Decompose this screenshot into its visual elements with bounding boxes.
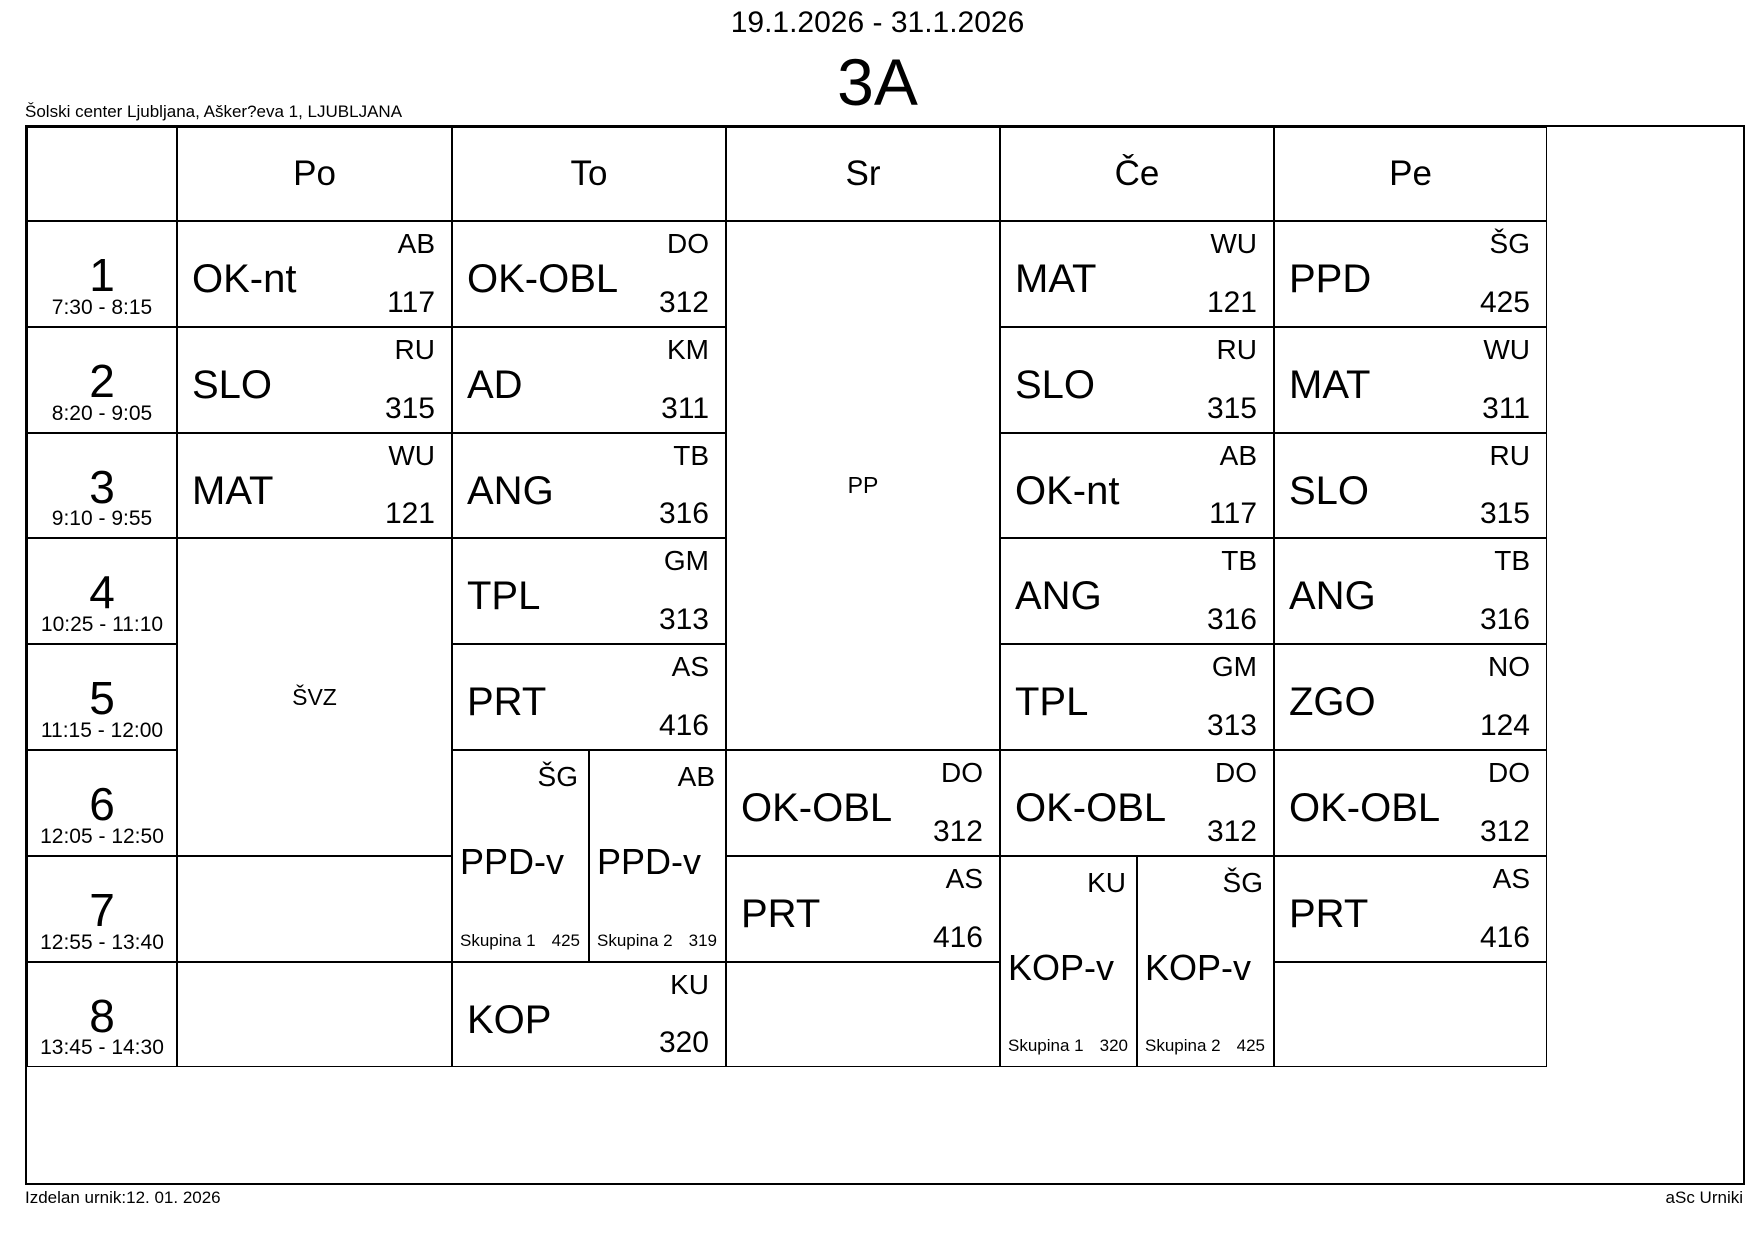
room-number: 315 [1206,392,1257,425]
period-number: 4 [89,566,115,618]
room-number: 320 [1099,1036,1128,1055]
day-header-to: To [452,127,726,221]
period-7 [27,856,177,962]
subject-name: KOP-v [1145,947,1252,988]
lesson-ce-3 [1000,433,1274,538]
period-4 [27,538,177,644]
empty-sr-8 [726,962,1000,1067]
subject-name: OK-nt [192,257,297,301]
room-number: 319 [688,931,717,950]
room-number: 312 [1479,815,1530,848]
subject-name: PPD [1289,257,1372,301]
subject-name: ANG [467,469,554,513]
lesson-pe-2 [1274,327,1547,433]
lesson-pe-7 [1274,856,1547,962]
timetable-grid [25,125,1745,1185]
lesson-pe-1 [1274,221,1547,327]
room-number: 311 [1482,392,1530,425]
day-header-sr: Sr [726,127,1000,221]
lesson-to-3 [452,433,726,538]
lesson-ce-2 [1000,327,1274,433]
corner-cell [27,127,177,221]
teacher-code: RU [1216,334,1257,365]
subject-name: PPD-v [460,841,565,882]
room-number: 425 [551,931,580,950]
period-5 [27,644,177,750]
lesson-ce-5 [1000,644,1274,750]
room-number: 315 [384,392,435,425]
period-8 [27,962,177,1067]
empty-po-8 [177,962,452,1067]
period-6 [27,750,177,856]
room-number: 312 [658,286,709,319]
teacher-code: KM [667,334,709,365]
room-number: 320 [658,1026,709,1059]
teacher-code: GM [1211,651,1257,682]
room-number: 425 [1236,1036,1265,1055]
room-number: 311 [661,392,709,425]
subject-name: MAT [192,469,274,513]
lesson-pe-5 [1274,644,1547,750]
period-time: 12:55 - 13:40 [40,931,164,954]
to-group-1 [452,750,589,962]
period-3 [27,433,177,538]
subject-name: ZGO [1289,680,1376,724]
ce-group-2 [1137,856,1274,1067]
lesson-to-5 [452,644,726,750]
created-date: Izdelan urnik:12. 01. 2026 [25,1188,221,1207]
teacher-code: TB [673,440,709,471]
subject-name: OK-nt [1015,469,1120,513]
group-label: Skupina 1 [1008,1036,1084,1055]
ce-group-1 [1000,856,1137,1067]
teacher-code: WU [1210,228,1257,259]
teacher-code: TB [1221,545,1257,576]
lesson-po-2 [177,327,452,433]
lesson-to-4 [452,538,726,644]
lesson-pe-3 [1274,433,1547,538]
subject-name: KOP [467,998,552,1042]
teacher-code: AB [397,228,435,259]
lesson-to-8 [452,962,726,1067]
teacher-code: AS [671,651,709,682]
empty-pe-8 [1274,962,1547,1067]
period-time: 11:15 - 12:00 [40,719,164,742]
period-time: 9:10 - 9:55 [51,507,153,530]
teacher-code: KU [1087,867,1126,898]
period-time: 10:25 - 11:10 [40,613,164,636]
room-number: 315 [1479,497,1530,530]
period-time: 8:20 - 9:05 [51,402,153,425]
lesson-sr-6 [726,750,1000,856]
room-number: 316 [1479,603,1530,636]
room-number: 124 [1479,709,1530,742]
group-label: Skupina 2 [597,931,673,950]
teacher-code: KU [670,969,709,1000]
teacher-code: ŠG [537,761,578,792]
lesson-sr-7 [726,856,1000,962]
subject-name: TPL [467,574,541,618]
period-time: 7:30 - 8:15 [51,296,153,319]
to-group-2 [589,750,726,962]
period-number: 3 [89,461,115,513]
period-number: 5 [89,672,115,724]
to-split [452,750,726,962]
lesson-po-3 [177,433,452,538]
room-number: 316 [658,497,709,530]
lesson-ce-4 [1000,538,1274,644]
room-number: 416 [1479,921,1530,954]
lesson-ce-1 [1000,221,1274,327]
period-number: 7 [89,884,115,936]
teacher-code: RU [1489,440,1530,471]
teacher-code: AB [677,761,715,792]
lesson-pe-4 [1274,538,1547,644]
room-number: 416 [658,709,709,742]
room-number: 316 [1206,603,1257,636]
subject-name: ANG [1289,574,1376,618]
subject-name: SLO [1289,469,1370,513]
subject-name: PPD-v [597,841,702,882]
brand-label: aSc Urniki [1665,1188,1743,1207]
subject-name: PRT [741,892,821,936]
subject-name: ANG [1015,574,1102,618]
lesson-to-1 [452,221,726,327]
room-number: 121 [384,497,435,530]
lesson-pe-6 [1274,750,1547,856]
period-1 [27,221,177,327]
subject-name: SLO [1015,363,1096,407]
group-label: Skupina 1 [460,931,536,950]
subject-name: MAT [1289,363,1371,407]
subject-name: PRT [1289,892,1369,936]
date-range: 19.1.2026 - 31.1.2026 [730,6,1025,39]
teacher-code: WU [1483,334,1530,365]
room-number: 117 [387,286,435,319]
lesson-to-2 [452,327,726,433]
period-2 [27,327,177,433]
subject-name: MAT [1015,257,1097,301]
lesson-ce-6 [1000,750,1274,856]
room-number: 312 [932,815,983,848]
teacher-code: AS [945,863,983,894]
room-number: 416 [932,921,983,954]
room-number: 117 [1209,497,1257,530]
teacher-code: AB [1219,440,1257,471]
room-number: 312 [1206,815,1257,848]
period-time: 13:45 - 14:30 [40,1036,164,1059]
teacher-code: WU [388,440,435,471]
subject-name: OK-OBL [1015,786,1167,830]
block-sr-pp: PP [726,221,1000,750]
teacher-code: DO [941,757,983,788]
room-number: 313 [658,603,709,636]
period-time: 12:05 - 12:50 [40,825,164,848]
teacher-code: ŠG [1222,867,1263,898]
day-header-po: Po [177,127,452,221]
day-header-ce: Če [1000,127,1274,221]
teacher-code: TB [1494,545,1530,576]
lesson-po-1 [177,221,452,327]
teacher-code: RU [394,334,435,365]
period-number: 6 [89,778,115,830]
subject-name: PRT [467,680,547,724]
subject-name: OK-OBL [1289,786,1441,830]
subject-name: TPL [1015,680,1089,724]
school-address: Šolski center Ljubljana, Ašker?eva 1, LJUBLJANA [25,102,403,121]
subject-name: AD [467,363,523,407]
block-po-svz: ŠVZ [177,538,452,856]
group-label: Skupina 2 [1145,1036,1221,1055]
room-number: 313 [1206,709,1257,742]
teacher-code: DO [1215,757,1257,788]
teacher-code: DO [667,228,709,259]
teacher-code: NO [1488,651,1530,682]
subject-name: KOP-v [1008,947,1115,988]
ce-split [1000,856,1274,1067]
room-number: 425 [1479,286,1530,319]
subject-name: OK-OBL [741,786,893,830]
subject-name: OK-OBL [467,257,619,301]
day-header-pe: Pe [1274,127,1547,221]
teacher-code: DO [1488,757,1530,788]
teacher-code: ŠG [1489,228,1530,259]
period-number: 1 [89,249,115,301]
period-number: 8 [89,990,115,1042]
teacher-code: AS [1492,863,1530,894]
subject-name: SLO [192,363,273,407]
teacher-code: GM [663,545,709,576]
period-number: 2 [89,355,115,407]
class-title: 3A [837,45,918,119]
empty-po-7 [177,856,452,962]
room-number: 121 [1206,286,1257,319]
